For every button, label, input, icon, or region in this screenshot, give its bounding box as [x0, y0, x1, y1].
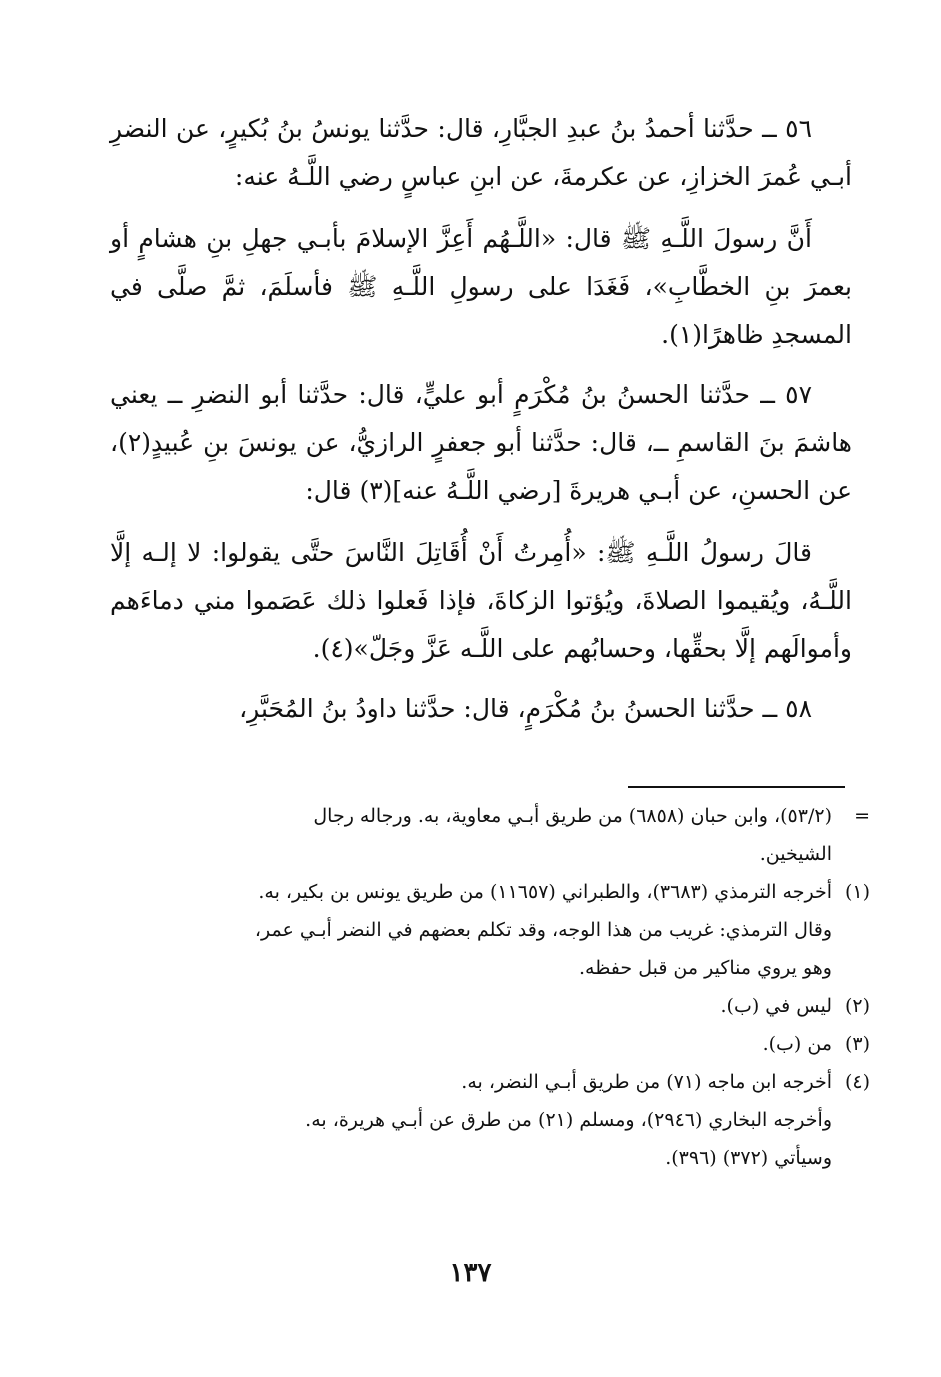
- footnote-3: [118, 1025, 870, 1063]
- footnote-mark: (٤): [844, 1071, 870, 1093]
- footnote-4: [118, 1063, 870, 1177]
- footnote-mark: (١): [844, 881, 870, 903]
- footnote-mark: (٣): [844, 1033, 870, 1055]
- footnote-continued: [118, 797, 870, 873]
- footnote-2: [118, 987, 870, 1025]
- hadith-57-matn: قالَ رسولُ اللَّـهِ ﷺ: «أُمِرتُ أَنْ أُقَاتِلَ النَّاسَ حتَّى يقولوا: لا إلـه إلَّا اللَّـهُ، ويُقيموا الصلاةَ، ويُؤتوا الزكاةَ، فإذا فَعلوا ذلك عَصَموا مني دماءَهم وأموالَهم إلَّا بحقِّها، وحسابُهم على اللَّـه عَزَّ وجَلّ»(٤).: [110, 538, 852, 663]
- footnote-line: أخرجه الترمذي (٣٦٨٣)، والطبراني (١١٦٥٧) من طريق يونس بن بكير، به.: [258, 881, 832, 903]
- hadith-58-isnad: ٥٨ ــ حدَّثنا الحسنُ بنُ مُكْرَمٍ، قال: حدَّثنا داودُ بنُ المُحَبَّرِ،: [239, 694, 812, 723]
- footnote-mark: (٢): [844, 995, 870, 1017]
- footnote-line: (٥٣/٢)، وابن حبان (٦٨٥٨) من طريق أبـي معاوية، به. ورجاله رجال: [313, 805, 832, 827]
- hadith-57-isnad: ٥٧ ــ حدَّثنا الحسنُ بنُ مُكْرَمٍ أبو عليٍّ، قال: حدَّثنا أبو النضرِ ــ يعني هاشمَ بنَ القاسمِ ــ، قال: حدَّثنا أبو جعفرٍ الرازيُّ، عن يونسَ بنِ عُبيدٍ(٢)، عن الحسنِ، عن أبـي هريرةَ [رضي اللَّـهُ عنه](٣) قال:: [110, 380, 852, 505]
- footnote-line: أخرجه ابن ماجه (٧١) من طريق أبـي النضر، به.: [461, 1071, 832, 1093]
- footnote-line: وهو يروي مناكير من قبل حفظه.: [578, 957, 832, 979]
- page-number: ١٣٧: [449, 1258, 492, 1288]
- footnote-line: وسيأتي (٣٧٢) (٣٩٦).: [665, 1147, 832, 1169]
- hadith-56-matn: أَنَّ رسولَ اللَّـهِ ﷺ قال: «اللَّـهُم أَعِزَّ الإسلامَ بأبـي جهلِ بنِ هشامٍ أو بعمرَ بنِ الخطَّابِ»، فَغَدَا على رسولِ اللَّـهِ ﷺ فأسلَمَ، ثمَّ صلَّى في المسجدِ ظاهرًا(١).: [110, 224, 852, 349]
- main-text: [110, 105, 852, 747]
- footnotes: [118, 797, 870, 1177]
- footnote-mark: =: [854, 805, 870, 827]
- footnote-line: وأخرجه البخاري (٢٩٤٦)، ومسلم (٢١) من طرق عن أبـي هريرة، به.: [305, 1109, 832, 1131]
- footnote-line: الشيخين.: [759, 843, 832, 865]
- footnote-line: ليس في (ب).: [720, 995, 832, 1017]
- footnote-separator: [628, 786, 845, 788]
- footnote-line: وقال الترمذي: غريب من هذا الوجه، وقد تكلم بعضهم في النضر أبـي عمر،: [254, 919, 832, 941]
- hadith-56-isnad: ٥٦ ــ حدَّثنا أحمدُ بنُ عبدِ الجبَّارِ، قال: حدَّثنا يونسُ بنُ بُكيرٍ، عن النضرِ أبـي عُمرَ الخزازِ، عن عكرمةَ، عن ابنِ عباسٍ رضي اللَّـهُ عنه:: [110, 114, 852, 191]
- footnote-line: من (ب).: [762, 1033, 832, 1055]
- footnote-1: [118, 873, 870, 987]
